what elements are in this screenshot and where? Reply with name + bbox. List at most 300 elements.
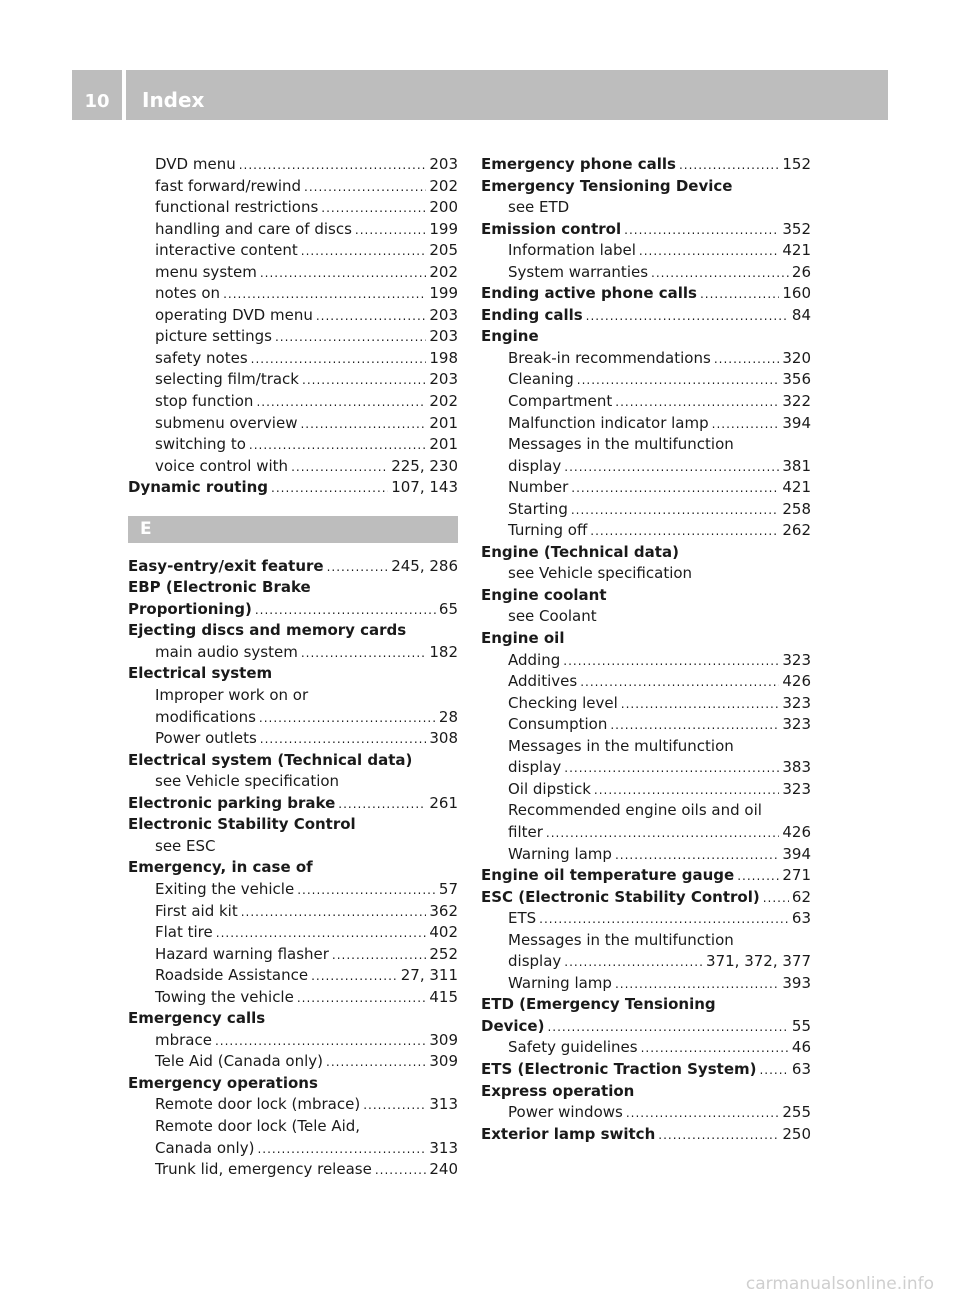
index-entry xyxy=(128,620,458,642)
page-reference: 203 xyxy=(429,327,458,346)
entry-text: Power windows xyxy=(508,1103,623,1122)
entry-text: Electronic Stability Control xyxy=(128,815,356,834)
page-reference: 63 xyxy=(791,1059,811,1078)
dot-leader xyxy=(302,370,426,391)
index-subentry xyxy=(128,197,458,219)
page-reference: 107, 143 xyxy=(391,478,458,497)
entry-text: Electrical system xyxy=(128,664,273,683)
index-subentry xyxy=(128,413,458,435)
page-reference: 65 xyxy=(438,599,458,618)
index-subentry xyxy=(128,879,458,901)
index-subentry xyxy=(481,499,811,521)
index-subentry xyxy=(128,369,458,391)
dot-leader xyxy=(539,909,789,930)
entry-text: Malfunction indicator lamp xyxy=(508,413,709,432)
index-list-e-continued xyxy=(481,154,811,1145)
dot-leader xyxy=(546,823,779,844)
page-reference: 371, 372, 377 xyxy=(706,952,811,971)
page-reference: 383 xyxy=(782,758,811,777)
dot-leader xyxy=(590,521,779,542)
page-reference: 201 xyxy=(429,413,458,432)
page-reference: 421 xyxy=(782,241,811,260)
dot-leader xyxy=(564,952,703,973)
entry-text: modifications xyxy=(155,707,256,726)
index-subentry xyxy=(128,176,458,198)
entry-text: Power outlets xyxy=(155,729,257,748)
entry-text: Express operation xyxy=(481,1081,635,1100)
dot-leader xyxy=(651,263,789,284)
index-subentry xyxy=(128,944,458,966)
index-entry xyxy=(128,556,458,578)
index-entry xyxy=(481,887,811,909)
page-reference: 202 xyxy=(429,176,458,195)
index-subentry xyxy=(481,757,811,779)
dot-leader xyxy=(327,557,389,578)
page-reference: 255 xyxy=(782,1103,811,1122)
entry-text: Dynamic routing xyxy=(128,478,269,497)
index-subentry xyxy=(128,240,458,262)
index-subentry xyxy=(481,650,811,672)
entry-text: display xyxy=(508,456,562,475)
entry-text: Engine (Technical data) xyxy=(481,542,679,561)
dot-leader xyxy=(255,600,436,621)
dot-leader xyxy=(639,241,779,262)
dot-leader xyxy=(304,177,426,198)
entry-text: Messages in the multifunction xyxy=(508,930,734,949)
index-entry xyxy=(128,599,458,621)
page-reference: 352 xyxy=(782,219,811,238)
page-reference: 394 xyxy=(782,413,811,432)
page-reference: 203 xyxy=(429,370,458,389)
page-reference: 323 xyxy=(782,693,811,712)
page-reference: 240 xyxy=(429,1160,458,1179)
dot-leader xyxy=(215,1031,426,1052)
page-reference: 46 xyxy=(791,1038,811,1057)
entry-text: Ending calls xyxy=(481,305,583,324)
entry-text: fast forward/rewind xyxy=(155,176,302,195)
index-subentry xyxy=(128,901,458,923)
dot-leader xyxy=(297,880,436,901)
page-reference: 225, 230 xyxy=(391,456,458,475)
dot-leader xyxy=(321,198,426,219)
dot-leader xyxy=(658,1125,779,1146)
entry-text: picture settings xyxy=(155,327,272,346)
dot-leader xyxy=(239,155,427,176)
index-subentry xyxy=(128,348,458,370)
index-subentry xyxy=(481,671,811,693)
entry-text: main audio system xyxy=(155,642,298,661)
page-reference: 309 xyxy=(429,1030,458,1049)
index-subentry xyxy=(128,456,458,478)
entry-text: submenu overview xyxy=(155,413,298,432)
dot-leader xyxy=(301,643,427,664)
index-entry xyxy=(481,305,811,327)
entry-text: stop function xyxy=(155,392,254,411)
page-reference: 199 xyxy=(429,219,458,238)
index-entry xyxy=(128,814,458,836)
entry-text: Checking level xyxy=(508,693,618,712)
index-subentry xyxy=(128,1116,458,1138)
dot-leader xyxy=(563,651,779,672)
entry-text: Engine xyxy=(481,327,539,346)
index-list-e xyxy=(128,556,458,1181)
index-entry xyxy=(128,663,458,685)
index-subentry xyxy=(481,908,811,930)
page-header xyxy=(72,70,888,120)
dot-leader xyxy=(216,923,427,944)
index-subentry xyxy=(128,1159,458,1181)
entry-text: voice control with xyxy=(155,456,289,475)
dot-leader xyxy=(580,672,779,693)
entry-text: First aid kit xyxy=(155,901,238,920)
index-subentry xyxy=(481,520,811,542)
index-entry xyxy=(481,628,811,650)
dot-leader xyxy=(311,966,398,987)
entry-text: Electrical system (Technical data) xyxy=(128,750,413,769)
index-subentry xyxy=(481,477,811,499)
entry-text: Emission control xyxy=(481,219,622,238)
page-reference: 62 xyxy=(791,887,811,906)
entry-text: Additives xyxy=(508,672,578,691)
index-subentry xyxy=(481,779,811,801)
index-subentry xyxy=(481,736,811,758)
index-entry xyxy=(128,1073,458,1095)
dot-leader xyxy=(586,306,789,327)
index-subentry xyxy=(128,391,458,413)
entry-text: Flat tire xyxy=(155,923,213,942)
dot-leader xyxy=(241,902,427,923)
page-reference: 203 xyxy=(429,155,458,173)
entry-text: safety notes xyxy=(155,348,248,367)
entry-text: Number xyxy=(508,478,569,497)
entry-text: Break-in recommendations xyxy=(508,348,711,367)
entry-text: Messages in the multifunction xyxy=(508,736,734,755)
entry-text: see Vehicle specification xyxy=(508,564,693,583)
dot-leader xyxy=(679,155,779,176)
index-column-left xyxy=(128,154,458,1181)
index-list-d-continued xyxy=(128,154,458,499)
dot-leader xyxy=(316,306,427,327)
index-subentry xyxy=(128,728,458,750)
index-subentry xyxy=(128,434,458,456)
entry-text: Safety guidelines xyxy=(508,1038,638,1057)
dot-leader xyxy=(291,457,388,478)
index-subentry xyxy=(128,283,458,305)
index-subentry xyxy=(128,836,458,858)
entry-text: System warranties xyxy=(508,262,649,281)
index-subentry xyxy=(481,262,811,284)
index-subentry xyxy=(481,456,811,478)
index-subentry xyxy=(481,714,811,736)
index-subentry xyxy=(128,771,458,793)
dot-leader xyxy=(577,370,780,391)
page-reference: 394 xyxy=(782,844,811,863)
entry-text: Ejecting discs and memory cards xyxy=(128,621,407,640)
page-reference: 202 xyxy=(429,392,458,411)
page-reference: 245, 286 xyxy=(391,556,458,575)
index-subentry xyxy=(128,1051,458,1073)
dot-leader xyxy=(260,263,427,284)
entry-text: filter xyxy=(508,822,543,841)
dot-leader xyxy=(256,392,426,413)
index-subentry xyxy=(481,434,811,456)
watermark-text: carmanualsonline.info xyxy=(745,1274,934,1294)
index-subentry xyxy=(128,262,458,284)
page-reference: 26 xyxy=(791,262,811,281)
entry-text: Towing the vehicle xyxy=(155,987,294,1006)
dot-leader xyxy=(621,694,780,715)
entry-text: Easy-entry/exit feature xyxy=(128,556,324,575)
entry-text: EBP (Electronic Brake xyxy=(128,578,311,597)
entry-text: ESC (Electronic Stability Control) xyxy=(481,887,760,906)
entry-text: switching to xyxy=(155,435,246,454)
page-reference: 84 xyxy=(791,305,811,324)
dot-leader xyxy=(615,845,779,866)
page-reference: 362 xyxy=(429,901,458,920)
index-entry xyxy=(128,750,458,772)
entry-text: Emergency operations xyxy=(128,1073,318,1092)
dot-leader xyxy=(737,866,779,887)
dot-leader xyxy=(564,457,779,478)
page-reference: 202 xyxy=(429,262,458,281)
index-entry xyxy=(128,577,458,599)
entry-text: DVD menu xyxy=(155,155,236,173)
page-reference: 320 xyxy=(782,348,811,367)
page-reference: 201 xyxy=(429,435,458,454)
entry-text: Emergency Tensioning Device xyxy=(481,176,733,195)
index-subentry xyxy=(481,973,811,995)
index-entry xyxy=(481,585,811,607)
entry-text: functional restrictions xyxy=(155,198,319,217)
index-subentry xyxy=(481,1037,811,1059)
dot-leader xyxy=(624,220,779,241)
dot-leader xyxy=(355,220,426,241)
entry-text: Turning off xyxy=(508,521,588,540)
index-subentry xyxy=(128,305,458,327)
entry-text: menu system xyxy=(155,262,257,281)
dot-leader xyxy=(594,780,779,801)
index-entry xyxy=(481,176,811,198)
dot-leader xyxy=(615,974,779,995)
entry-text: Exterior lamp switch xyxy=(481,1124,656,1143)
page-reference: 313 xyxy=(429,1095,458,1114)
entry-text: Starting xyxy=(508,499,568,518)
page-reference: 381 xyxy=(782,456,811,475)
entry-text: see Coolant xyxy=(508,607,597,626)
page-reference: 356 xyxy=(782,370,811,389)
page-reference: 426 xyxy=(782,822,811,841)
entry-text: Consumption xyxy=(508,715,608,734)
dot-leader xyxy=(332,945,426,966)
dot-leader xyxy=(763,888,789,909)
index-subentry xyxy=(128,1138,458,1160)
entry-text: Trunk lid, emergency release xyxy=(155,1160,372,1179)
index-entry xyxy=(128,477,458,499)
entry-text: operating DVD menu xyxy=(155,305,313,324)
index-subentry xyxy=(481,844,811,866)
index-entry xyxy=(481,542,811,564)
dot-leader xyxy=(610,715,779,736)
index-subentry xyxy=(128,1094,458,1116)
index-subentry xyxy=(481,951,811,973)
index-entry xyxy=(481,865,811,887)
index-subentry xyxy=(481,563,811,585)
entry-text: selecting film/track xyxy=(155,370,299,389)
page-reference: 415 xyxy=(429,987,458,1006)
dot-leader xyxy=(326,1052,426,1073)
page-reference: 182 xyxy=(429,642,458,661)
entry-text: Recommended engine oils and oil xyxy=(508,801,762,820)
entry-text: Emergency, in case of xyxy=(128,858,313,877)
index-entry xyxy=(481,326,811,348)
entry-text: ETS xyxy=(508,909,537,928)
entry-text: see Vehicle specification xyxy=(155,772,340,791)
page-reference: 252 xyxy=(429,944,458,963)
dot-leader xyxy=(375,1160,427,1181)
entry-text: Engine coolant xyxy=(481,585,607,604)
page-reference: 313 xyxy=(429,1138,458,1157)
index-subentry xyxy=(481,930,811,952)
index-entry xyxy=(128,1008,458,1030)
page-reference: 199 xyxy=(429,284,458,303)
index-subentry xyxy=(481,822,811,844)
page-reference: 271 xyxy=(782,866,811,885)
page-reference: 323 xyxy=(782,650,811,669)
page-reference: 262 xyxy=(782,521,811,540)
page-reference: 322 xyxy=(782,392,811,411)
page-reference: 205 xyxy=(429,241,458,260)
index-subentry xyxy=(481,240,811,262)
index-subentry xyxy=(481,606,811,628)
index-entry xyxy=(481,154,811,176)
dot-leader xyxy=(571,500,780,521)
index-subentry xyxy=(128,922,458,944)
entry-text: Emergency calls xyxy=(128,1009,266,1028)
dot-leader xyxy=(251,349,427,370)
index-subentry xyxy=(128,987,458,1009)
dot-leader xyxy=(300,414,426,435)
index-entry xyxy=(128,857,458,879)
entry-text: Proportioning) xyxy=(128,599,252,618)
page-reference: 203 xyxy=(429,305,458,324)
entry-text: Canada only) xyxy=(155,1138,255,1157)
page-reference: 261 xyxy=(429,793,458,812)
entry-text: display xyxy=(508,758,562,777)
entry-text: Adding xyxy=(508,650,561,669)
index-entry xyxy=(481,1059,811,1081)
page-reference: 393 xyxy=(782,973,811,992)
index-subentry xyxy=(481,1102,811,1124)
entry-text: interactive content xyxy=(155,241,298,260)
dot-leader xyxy=(301,241,427,262)
page-reference: 323 xyxy=(782,715,811,734)
page-reference: 198 xyxy=(429,348,458,367)
dot-leader xyxy=(700,284,779,305)
page-reference: 323 xyxy=(782,779,811,798)
dot-leader xyxy=(759,1060,788,1081)
page-reference: 28 xyxy=(438,707,458,726)
entry-text: Emergency phone calls xyxy=(481,155,676,173)
entry-text: Device) xyxy=(481,1016,545,1035)
index-subentry xyxy=(128,154,458,176)
index-entry xyxy=(481,219,811,241)
page-reference: 55 xyxy=(791,1016,811,1035)
dot-leader xyxy=(626,1103,780,1124)
entry-text: mbrace xyxy=(155,1030,212,1049)
index-subentry xyxy=(128,965,458,987)
entry-text: Messages in the multifunction xyxy=(508,435,734,454)
dot-leader xyxy=(338,794,426,815)
index-entry xyxy=(481,994,811,1016)
page-reference: 57 xyxy=(438,879,458,898)
entry-text: handling and care of discs xyxy=(155,219,352,238)
index-subentry xyxy=(481,391,811,413)
dot-leader xyxy=(641,1038,789,1059)
page-reference: 258 xyxy=(782,499,811,518)
index-subentry xyxy=(128,707,458,729)
entry-text: notes on xyxy=(155,284,221,303)
entry-text: Ending active phone calls xyxy=(481,284,697,303)
index-entry xyxy=(481,283,811,305)
index-subentry xyxy=(481,693,811,715)
entry-text: Remote door lock (mbrace) xyxy=(155,1095,361,1114)
page-reference: 308 xyxy=(429,729,458,748)
index-subentry xyxy=(481,348,811,370)
page-reference: 250 xyxy=(782,1124,811,1143)
dot-leader xyxy=(564,758,779,779)
entry-text: display xyxy=(508,952,562,971)
entry-text: Remote door lock (Tele Aid, xyxy=(155,1116,361,1135)
page-reference: 402 xyxy=(429,923,458,942)
entry-text: Improper work on or xyxy=(155,686,309,705)
index-subentry xyxy=(128,642,458,664)
page-reference: 309 xyxy=(429,1052,458,1071)
dot-leader xyxy=(714,349,780,370)
entry-text: Electronic parking brake xyxy=(128,793,336,812)
entry-text: Cleaning xyxy=(508,370,574,389)
index-subentry xyxy=(128,1030,458,1052)
entry-text: Compartment xyxy=(508,392,613,411)
index-entry xyxy=(481,1016,811,1038)
dot-leader xyxy=(615,392,779,413)
dot-leader xyxy=(271,478,388,499)
entry-text: Exiting the vehicle xyxy=(155,879,295,898)
dot-leader xyxy=(259,708,436,729)
index-subentry xyxy=(128,685,458,707)
dot-leader xyxy=(547,1017,788,1038)
page-reference: 160 xyxy=(782,284,811,303)
entry-text: Tele Aid (Canada only) xyxy=(155,1052,324,1071)
index-column-right xyxy=(481,154,811,1145)
page-number: 10 xyxy=(72,70,126,120)
dot-leader xyxy=(249,435,426,456)
page-reference: 152 xyxy=(782,155,811,173)
dot-leader xyxy=(571,478,779,499)
page-reference: 421 xyxy=(782,478,811,497)
dot-leader xyxy=(223,284,426,305)
page-reference: 200 xyxy=(429,198,458,217)
entry-text: Engine oil xyxy=(481,629,565,648)
index-entry xyxy=(128,793,458,815)
section-letter-header: E xyxy=(128,516,458,543)
index-subentry xyxy=(481,413,811,435)
entry-text: Hazard warning flasher xyxy=(155,944,329,963)
entry-text: Roadside Assistance xyxy=(155,966,309,985)
index-subentry xyxy=(481,369,811,391)
index-subentry xyxy=(128,326,458,348)
entry-text: see ESC xyxy=(155,836,216,855)
index-subentry xyxy=(481,197,811,219)
